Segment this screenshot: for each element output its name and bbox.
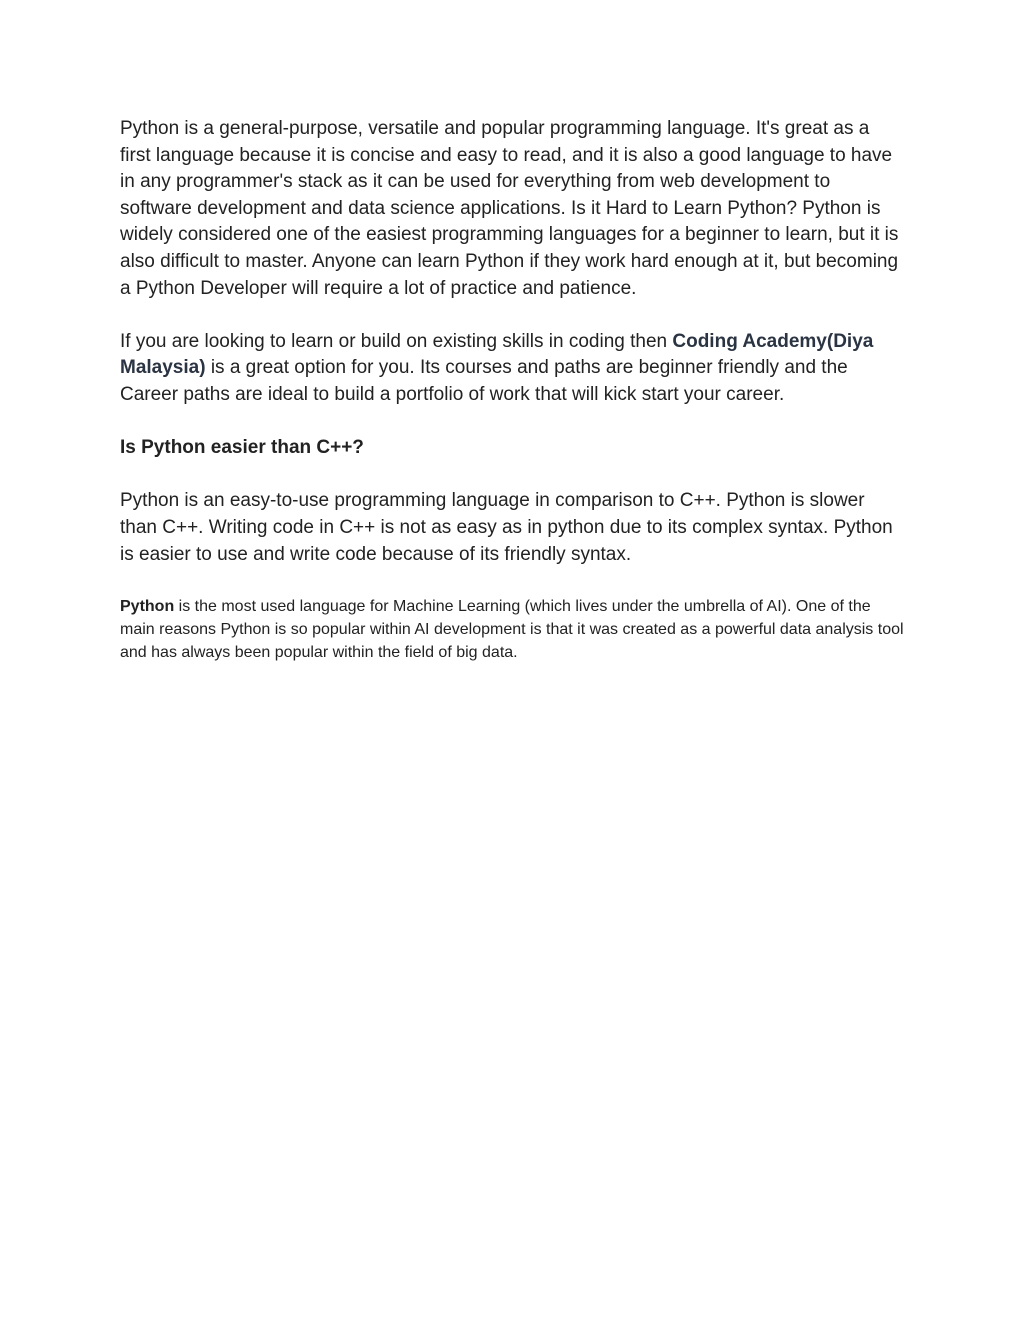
- machine-learning-paragraph-text: is the most used language for Machine Learning (which lives under the umbrella of AI). One of the main reasons Python is so popular within AI development is that it was created as a powerful data analysis tool and has always been popular within the field of big data.: [120, 597, 904, 662]
- intro-paragraph-text: Python is a general-purpose, versatile and popular programming language. It's great as a first language because it is concise and easy to read, and it is also a good language to have in any programmer's stack as it can be used for everything from web development to software development and data science applications. Is it Hard to Learn Python? Python is widely considered one of the easiest programming languages for a beginner to learn, but it is also difficult to master. Anyone can learn Python if they work hard enough at it, but becoming a Python Developer will require a lot of practice and patience.: [120, 118, 899, 299]
- coding-academy-brand-name: Coding Academy(Diya Malaysia): [120, 330, 874, 379]
- machine-learning-paragraph: [120, 595, 905, 665]
- section-heading: Is Python easier than C++?: [120, 437, 364, 459]
- intro-paragraph: [120, 116, 905, 302]
- machine-learning-paragraph-strong: Python: [120, 597, 175, 615]
- coding-academy-paragraph: [120, 329, 905, 409]
- coding-academy-paragraph-tail: is a great option for you. Its courses and paths are beginner friendly and the Career paths are ideal to build a portfolio of work that will kick start your career.: [120, 357, 848, 405]
- comparison-paragraph: [120, 488, 905, 568]
- document-body: [120, 116, 905, 664]
- coding-academy-paragraph-lead: If you are looking to learn or build on existing skills in coding then: [120, 330, 673, 352]
- comparison-paragraph-text: Python is an easy-to-use programming language in comparison to C++. Python is slower than C++. Writing code in C++ is not as easy as in python due to its complex syntax. Python is easier to use and write code because of its friendly syntax.: [120, 490, 893, 565]
